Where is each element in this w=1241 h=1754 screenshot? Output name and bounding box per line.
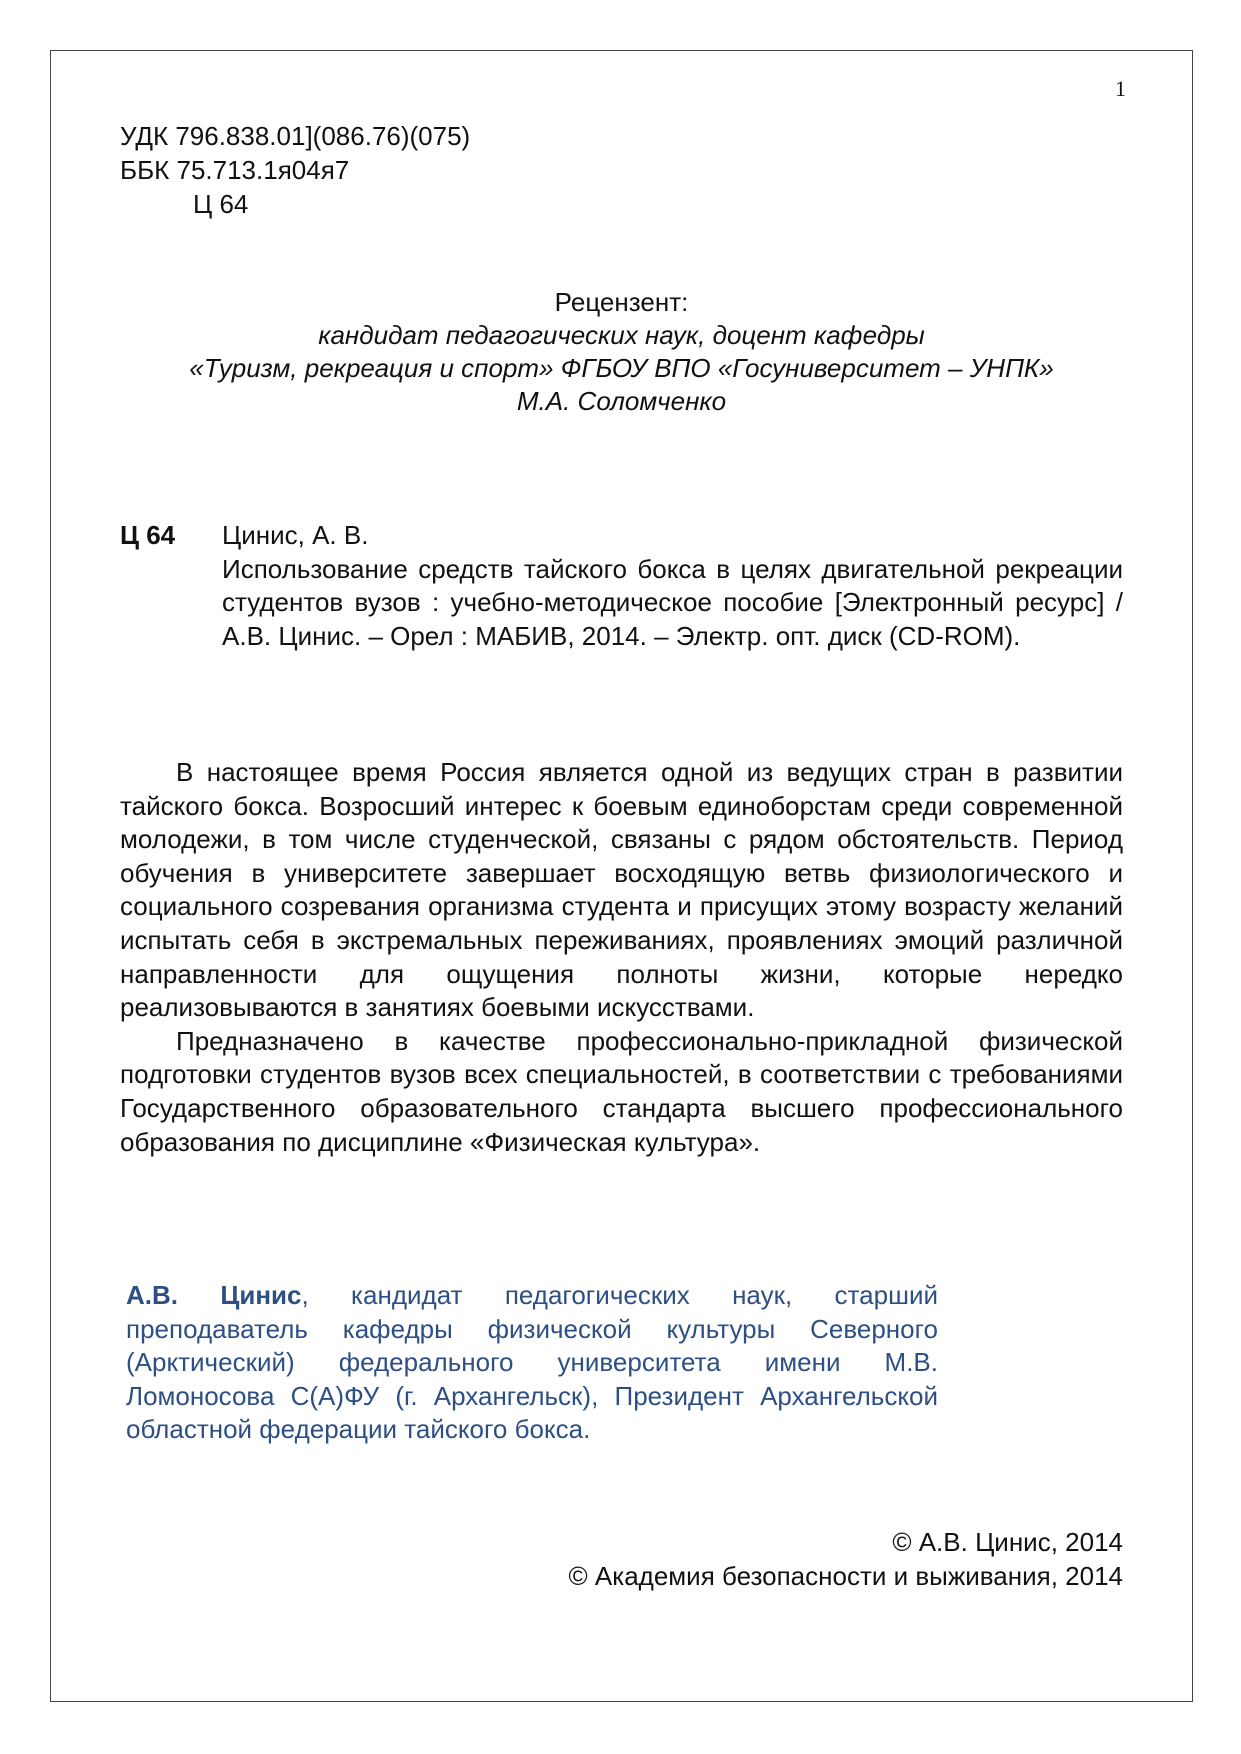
biblio-body — [222, 519, 1123, 653]
copyright-line: © А.В. Цинис, 2014 — [892, 1527, 1123, 1557]
annotation — [120, 756, 1123, 1159]
reviewer-heading: Рецензент: — [554, 287, 689, 317]
author-info — [126, 1279, 938, 1447]
author-description: , кандидат педагогических наук, старший преподаватель кафедры физической культуры Северного (Арктический) федерального университета имени М.В. Ломоносова С(А)ФУ (г. Архангельск), Президент Архангельской областной федерации тайского бокса. — [126, 1280, 938, 1444]
reviewer-line: кандидат педагогических наук, доцент кафедры — [318, 320, 925, 350]
reviewer-block — [120, 286, 1123, 418]
copyright-block — [569, 1526, 1123, 1593]
biblio-sign: Ц 64 — [120, 520, 176, 550]
biblio-description: Использование средств тайского бокса в целях двигательной рекреации студентов вузов : учебно-методическое пособие [Электронный ресурс] / А.В. Цинис. – Орел : МАБИВ, 2014. – Электр. опт. диск (CD-ROM). — [222, 553, 1123, 651]
page-number: 1 — [1115, 76, 1126, 101]
reviewer-line: М.А. Соломченко — [516, 386, 727, 416]
copyright-line: © Академия безопасности и выживания, 2014 — [568, 1560, 1123, 1591]
reviewer-line: «Туризм, рекреация и спорт» ФГБОУ ВПО «Госуниверситет – УНПК» — [189, 353, 1054, 383]
bbk-code: ББК 75.713.1я04я7 — [120, 155, 350, 185]
annotation-paragraph: Предназначено в качестве профессионально-прикладной физической подготовки студентов вузов всех специальностей, в соответствии с требованиями Государственного образовательного стандарта высшего профессионального образования по дисциплине «Физическая культура». — [120, 1025, 1123, 1157]
author-name: А.В. Цинис — [126, 1280, 302, 1310]
author-sign-code: Ц 64 — [193, 189, 249, 219]
classification-codes — [120, 119, 470, 221]
biblio-author: Цинис, А. В. — [222, 520, 369, 550]
bibliographic-record — [120, 519, 1123, 653]
udk-code: УДК 796.838.01](086.76)(075) — [120, 121, 471, 151]
annotation-paragraph: В настоящее время Россия является одной из ведущих стран в развитии тайского бокса. Возросший интерес к боевым единоборстам среди современной молодежи, в том числе студенческой, связаны с рядом обстоятельств. Период обучения в университете завершает восходящую ветвь физиологического и социального созревания организма студента и присущих этому возрасту желаний испытать себя в экстремальных переживаниях, проявлениях эмоций различной направленности для ощущения полноты жизни, которые нередко реализовываются в занятиях боевыми искусствами. — [120, 757, 1123, 1023]
